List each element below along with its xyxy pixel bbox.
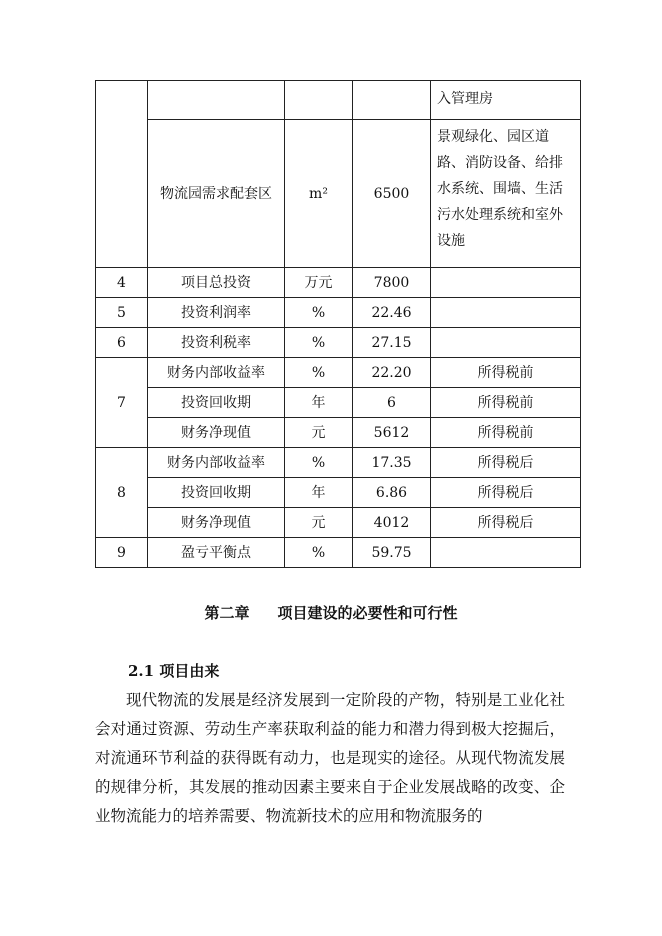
item-cell: 财务内部收益率: [148, 358, 285, 388]
remark-cell: 所得税后: [431, 448, 581, 478]
unit-cell: %: [285, 298, 353, 328]
remark-cell: 所得税前: [431, 418, 581, 448]
table-row: [96, 418, 581, 448]
row-number-cell: 6: [96, 328, 148, 358]
item-cell: [148, 81, 285, 120]
chapter-number: 第二章: [204, 604, 250, 622]
value-cell: 17.35: [353, 448, 431, 478]
table-row: [96, 81, 581, 120]
remark-cell: 所得税后: [431, 478, 581, 508]
unit-cell: %: [285, 448, 353, 478]
unit-cell: %: [285, 328, 353, 358]
remark-cell: 所得税前: [431, 358, 581, 388]
table-row: [96, 538, 581, 568]
remark-cell: [431, 298, 581, 328]
section-heading: 2.1 项目由来: [128, 662, 220, 680]
item-cell: 财务净现值: [148, 418, 285, 448]
item-cell: 财务净现值: [148, 508, 285, 538]
item-cell: 投资利润率: [148, 298, 285, 328]
table-row: [96, 120, 581, 268]
row-number-cell: 9: [96, 538, 148, 568]
unit-cell: 万元: [285, 268, 353, 298]
table-row: [96, 268, 581, 298]
chapter-title: 项目建设的必要性和可行性: [277, 604, 458, 622]
unit-cell: 年: [285, 388, 353, 418]
item-cell: 项目总投资: [148, 268, 285, 298]
body-paragraph: 现代物流的发展是经济发展到一定阶段的产物，特别是工业化社会对通过资源、劳动生产率获取利益的能力和潜力得到极大挖掘后，对流通环节利益的获得既有动力，也是现实的途径。从现代物流发展的规律分析，其发展的推动因素主要来自于企业发展战略的改变、企业物流能力的培养需要、物流新技术的应用和物流服务的: [95, 691, 565, 825]
remark-cell: [431, 328, 581, 358]
value-cell: 22.20: [353, 358, 431, 388]
remark-cell: [431, 268, 581, 298]
value-cell: 6.86: [353, 478, 431, 508]
unit-cell: 元: [285, 508, 353, 538]
value-cell: 22.46: [353, 298, 431, 328]
row-number-cell: [96, 81, 148, 268]
item-cell: 投资回收期: [148, 478, 285, 508]
item-cell: 投资利税率: [148, 328, 285, 358]
item-cell: 财务内部收益率: [148, 448, 285, 478]
value-cell: 4012: [353, 508, 431, 538]
table-row: [96, 328, 581, 358]
remark-cell: 所得税后: [431, 508, 581, 538]
value-cell: 5612: [353, 418, 431, 448]
row-number-cell: 7: [96, 358, 148, 448]
table-row: [96, 448, 581, 478]
value-cell: 7800: [353, 268, 431, 298]
table-row: [96, 298, 581, 328]
row-number-cell: 4: [96, 268, 148, 298]
table-row: [96, 358, 581, 388]
remark-cell: 入管理房: [431, 81, 581, 120]
row-number-cell: 8: [96, 448, 148, 538]
item-cell: 物流园需求配套区: [148, 120, 285, 268]
item-cell: 盈亏平衡点: [148, 538, 285, 568]
remark-cell: [431, 538, 581, 568]
value-cell: 6: [353, 388, 431, 418]
value-cell: [353, 81, 431, 120]
table-row: [96, 508, 581, 538]
unit-cell: 元: [285, 418, 353, 448]
chapter-heading: [0, 602, 662, 623]
value-cell: 6500: [353, 120, 431, 268]
table-row: [96, 478, 581, 508]
unit-cell: m²: [285, 120, 353, 268]
investment-indicator-table: [95, 80, 581, 568]
table-row: [96, 388, 581, 418]
unit-cell: %: [285, 358, 353, 388]
row-number-cell: 5: [96, 298, 148, 328]
remark-cell: 景观绿化、园区道路、消防设备、给排水系统、围墙、生活污水处理系统和室外设施: [431, 120, 581, 268]
unit-cell: [285, 81, 353, 120]
value-cell: 59.75: [353, 538, 431, 568]
item-cell: 投资回收期: [148, 388, 285, 418]
value-cell: 27.15: [353, 328, 431, 358]
unit-cell: 年: [285, 478, 353, 508]
remark-cell: 所得税前: [431, 388, 581, 418]
unit-cell: %: [285, 538, 353, 568]
